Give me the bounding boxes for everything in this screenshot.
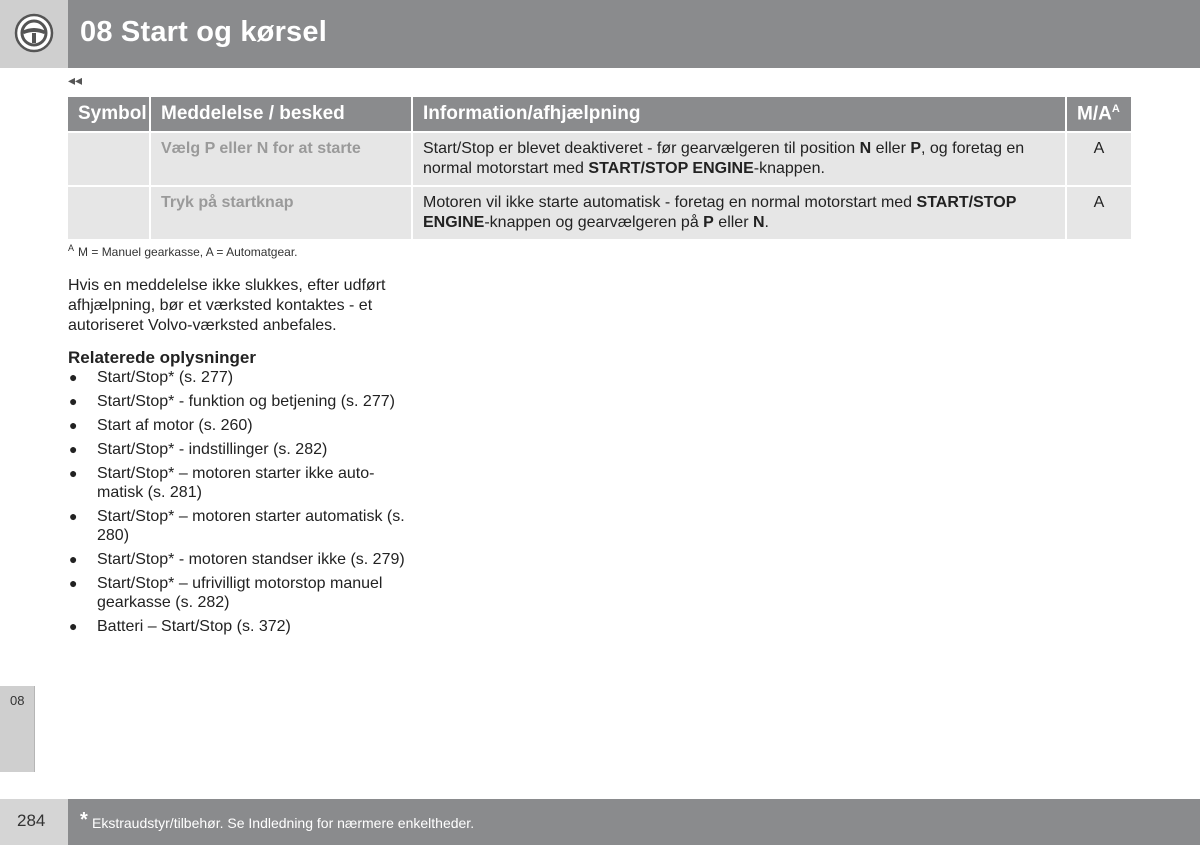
related-link[interactable] — [68, 574, 408, 612]
bullet-icon: ● — [69, 393, 78, 409]
table-row — [68, 132, 1131, 186]
info-bold-gear: N — [752, 214, 765, 231]
col-header-ma — [1066, 97, 1131, 132]
related-link-text[interactable]: Start af motor (s. 260) — [97, 417, 253, 434]
bullet-icon: ● — [69, 465, 78, 481]
info-cell — [412, 186, 1066, 240]
chapter-header — [68, 0, 1200, 68]
footer-note: Ekstraudstyr/tilbehør. Se Indledning for nærmere enkeltheder. — [92, 815, 475, 831]
footnote-text: M = Manuel gearkasse, A = Automatgear. — [78, 245, 298, 259]
info-text: Start/Stop er blevet deaktiveret - før gearvælgeren til position — [423, 140, 860, 157]
info-text: , og foretag en normal motorstart med — [423, 140, 1025, 177]
related-link[interactable] — [68, 507, 408, 545]
related-info-heading: Relaterede oplysninger — [68, 348, 257, 367]
message-cell: Tryk på startknap — [150, 186, 412, 240]
related-link-text[interactable]: Start/Stop* - funktion og betjening (s. 277) — [97, 393, 395, 410]
related-link[interactable] — [68, 368, 408, 387]
info-text: -knappen. — [753, 160, 825, 177]
bullet-icon: ● — [69, 575, 78, 591]
page-title: 08 Start og kørsel — [80, 16, 327, 48]
bullet-icon: ● — [69, 508, 78, 524]
ma-cell: A — [1066, 132, 1131, 186]
bullet-icon: ● — [69, 618, 78, 634]
related-link-text[interactable]: Start/Stop* (s. 277) — [97, 369, 234, 386]
col-header-ma-text: M/A — [1077, 103, 1112, 125]
col-header-ma-footnote-marker: A — [1111, 102, 1120, 115]
footnote-marker: A — [68, 243, 75, 253]
info-bold-button: START/STOP ENGINE — [423, 194, 1017, 231]
related-link-text[interactable]: Batteri – Start/Stop (s. 372) — [97, 618, 291, 635]
info-bold-button: START/STOP ENGINE — [588, 160, 754, 177]
related-info-list — [68, 368, 408, 641]
info-bold-gear: P — [703, 214, 714, 231]
ma-cell: A — [1066, 186, 1131, 240]
related-link-text[interactable]: Start/Stop* – ufrivilligt motorstop manuel gearkasse (s. 282) — [97, 575, 383, 611]
related-link[interactable] — [68, 464, 408, 502]
asterisk-icon: * — [80, 809, 88, 831]
symbol-cell — [68, 132, 150, 186]
body-paragraph: Hvis en meddelelse ikke slukkes, efter udført afhjælpning, bør et værksted kontaktes - et autoriseret Volvo-værksted anbefales. — [68, 277, 386, 334]
info-text: eller — [713, 214, 753, 231]
info-text: -knappen og gearvælgeren på — [484, 214, 704, 231]
col-header-message: Meddelelse / besked — [150, 97, 412, 132]
table-header-row — [68, 97, 1131, 132]
steering-wheel-icon — [14, 13, 54, 53]
bullet-icon: ● — [69, 417, 78, 433]
message-table — [68, 97, 1131, 241]
page-number-box — [0, 799, 68, 845]
chapter-tab-label: 08 — [10, 693, 25, 708]
related-link[interactable] — [68, 617, 408, 636]
info-text: . — [764, 214, 769, 231]
related-link[interactable] — [68, 440, 408, 459]
related-link[interactable] — [68, 416, 408, 435]
info-text: eller — [871, 140, 911, 157]
info-bold-gear: P — [910, 140, 922, 157]
chapter-side-tab[interactable] — [0, 686, 35, 772]
footer-bar — [68, 799, 1200, 845]
info-bold-gear: N — [859, 140, 872, 157]
related-link-text[interactable]: Start/Stop* - motoren standser ikke (s. 279) — [97, 551, 405, 568]
info-cell — [412, 132, 1066, 186]
related-link-text[interactable]: Start/Stop* – motoren starter ikke automatisk (s. 281) — [97, 465, 375, 501]
chapter-icon-box — [0, 0, 68, 68]
col-header-symbol: Symbol — [68, 97, 150, 132]
bullet-icon: ● — [69, 551, 78, 567]
bullet-icon: ● — [69, 369, 78, 385]
page-number: 284 — [17, 811, 46, 830]
back-nav-icon[interactable]: ◂◂ — [68, 72, 83, 88]
related-link-text[interactable]: Start/Stop* - indstillinger (s. 282) — [97, 441, 328, 458]
message-cell: Vælg P eller N for at starte — [150, 132, 412, 186]
bullet-icon: ● — [69, 441, 78, 457]
related-link[interactable] — [68, 550, 408, 569]
related-link[interactable] — [68, 392, 408, 411]
related-link-text[interactable]: Start/Stop* – motoren starter automatisk (s. 280) — [97, 508, 405, 544]
table-footnote — [68, 243, 297, 259]
table-row — [68, 186, 1131, 240]
col-header-info: Information/afhjælpning — [412, 97, 1066, 132]
info-text: Motoren vil ikke starte automatisk - foretag en normal motorstart med — [423, 194, 917, 211]
symbol-cell — [68, 186, 150, 240]
